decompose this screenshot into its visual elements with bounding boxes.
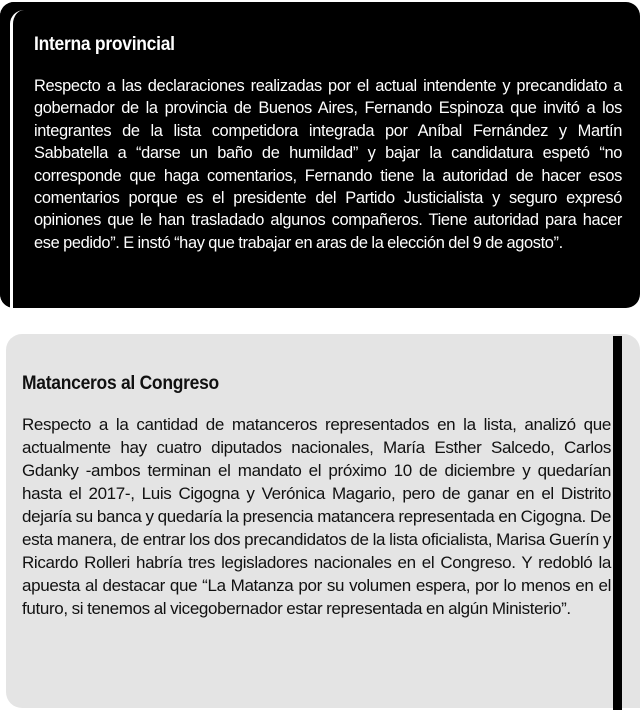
article-title: Matanceros al Congreso [22,373,219,394]
box-right-bar [613,336,622,710]
article-body: Respecto a las declaraciones realizadas por el actual intendente y precandidato a gobernador de la provincia de Buenos Aires, Fernando Espinoza que invitó a los integrantes de la lista competidora integrada por Aníbal Fernández y Martín Sabbatella a “darse un baño de humildad” y bajar la candidatura espetó “no corresponde que haga comentarios, Fernando tiene la autoridad de hacer esos comentarios porque es el presidente del Partido Justicialista y seguro expresó opiniones que le han trasladado algunos compañeros. Tiene autoridad para hacer ese pedido”. E instó “hay que trabajar en aras de la elección del 9 de agosto”. [34,77,622,252]
article-body: Respecto a la cantidad de matanceros representados en la lista, analizó que actualmente hay cuatro diputados nacionales, María Esther Salcedo, Carlos Gdanky -ambos terminan el mandato el próximo 10 de diciembre y quedarían hasta el 2017-, Luis Cigogna y Verónica Magario, pero de ganar en el Distrito dejaría su banca y quedaría la presencia matancera representada en Cigogna. De esta manera, de entrar los dos precandidatos de la lista oficialista, Marisa Guerín y Ricardo Rolleri habría tres legisladores nacionales en el Congreso. Y redobló la apuesta al destacar que “La Matanza por su volumen espera, por lo menos en el futuro, si tenemos al vicegobernador estar representada en algún Ministerio”. [22,415,611,618]
article-title: Interna provincial [34,34,175,55]
box-left-edge-line [10,10,25,308]
article-content [22,373,611,620]
article-box-interna-provincial [0,2,640,308]
article-content [34,34,622,254]
article-box-matanceros-al-congreso [6,334,640,708]
